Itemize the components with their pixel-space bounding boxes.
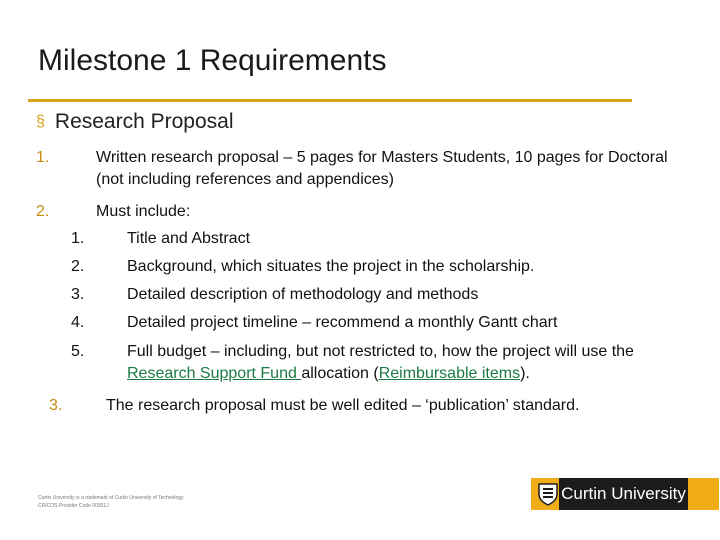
title-divider: [28, 99, 632, 102]
footer-legal: [38, 494, 184, 510]
square-bullet-icon: §: [36, 113, 45, 130]
list-item: The research proposal must be well edited – ‘publication’ standard.: [106, 397, 580, 414]
sublist-number: 3.: [71, 286, 85, 303]
budget-text-mid: allocation (: [301, 365, 379, 382]
sublist-item: Title and Abstract: [127, 230, 251, 247]
research-support-fund-link[interactable]: Research Support Fund: [127, 365, 302, 382]
budget-text-end: ).: [520, 365, 530, 382]
sublist-number: 5.: [71, 343, 85, 360]
list-item: Must include:: [96, 203, 191, 220]
list-number: 2.: [36, 203, 50, 220]
budget-text: Full budget – including, but not restricted to, how the project will use the: [127, 343, 634, 360]
list-item: Written research proposal – 5 pages for Masters Students, 10 pages for Doctoral (not including references and appendices): [96, 149, 668, 188]
list-number: 1.: [36, 149, 50, 166]
footer-cricos: CRICOS Provider Code 00301J: [38, 503, 109, 509]
footer-trademark: Curtin University is a trademark of Curtin University of Technology: [38, 495, 184, 501]
reimbursable-items-link[interactable]: Reimbursable items: [378, 365, 521, 382]
logo-wordmark: Curtin University: [559, 478, 688, 510]
sublist-item-budget: [127, 341, 675, 385]
list-number: 3.: [49, 397, 63, 414]
sublist-item: Detailed description of methodology and methods: [127, 286, 479, 303]
main-bullet: [36, 110, 234, 134]
bullet-heading: Research Proposal: [54, 110, 234, 133]
sublist-number: 1.: [71, 230, 85, 247]
slide-title: Milestone 1 Requirements: [38, 44, 387, 77]
sublist-number: 4.: [71, 314, 85, 331]
sublist-number: 2.: [71, 258, 85, 275]
curtin-crest-icon: [535, 480, 561, 508]
sublist-item: Detailed project timeline – recommend a monthly Gantt chart: [127, 314, 558, 331]
sublist-item: Background, which situates the project in the scholarship.: [127, 258, 535, 275]
